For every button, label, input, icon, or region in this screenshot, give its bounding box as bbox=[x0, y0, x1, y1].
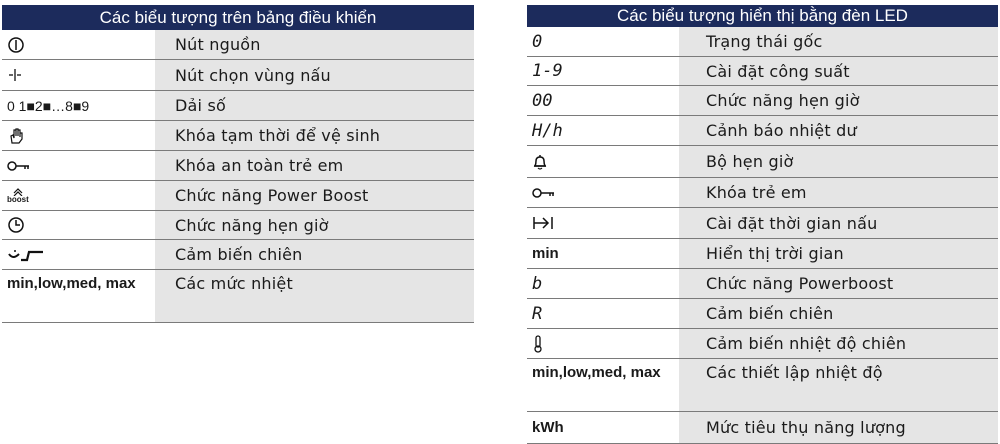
cooking-time-icon bbox=[532, 215, 556, 231]
symbol-cell: 0 bbox=[527, 27, 679, 56]
description-cell: Nút nguồn bbox=[155, 30, 474, 59]
boost-icon bbox=[7, 188, 29, 204]
symbol-cell bbox=[2, 240, 155, 269]
led-display-symbols-table bbox=[527, 5, 998, 444]
description-cell: Mức tiêu thụ năng lượng bbox=[679, 412, 998, 443]
description-cell: Trạng thái gốc bbox=[679, 27, 998, 56]
table-row bbox=[527, 116, 998, 146]
description-cell: Chức năng hẹn giờ bbox=[155, 211, 474, 239]
symbol-cell bbox=[2, 151, 155, 180]
symbol-cell bbox=[2, 181, 155, 210]
description-cell: Các mức nhiệt bbox=[155, 270, 474, 322]
symbol-cell bbox=[2, 121, 155, 150]
table-row bbox=[527, 86, 998, 116]
table-row bbox=[2, 211, 474, 240]
table-row bbox=[2, 270, 474, 323]
clock-icon bbox=[7, 216, 25, 234]
hand-lock-icon bbox=[7, 127, 25, 145]
description-cell: Chức năng Powerboost bbox=[679, 269, 998, 298]
description-cell: Chức năng Power Boost bbox=[155, 181, 474, 210]
table-row bbox=[527, 412, 998, 444]
description-cell: Cài đặt thời gian nấu bbox=[679, 208, 998, 238]
thermometer-icon bbox=[532, 335, 544, 353]
symbol-cell: H/h bbox=[527, 116, 679, 145]
description-cell: Khóa tạm thời để vệ sinh bbox=[155, 121, 474, 150]
table-row bbox=[2, 91, 474, 121]
description-cell: Hiển thị trời gian bbox=[679, 239, 998, 268]
symbol-cell bbox=[527, 146, 679, 177]
description-cell: Cảm biến nhiệt độ chiên bbox=[679, 329, 998, 358]
table-row bbox=[527, 178, 998, 208]
symbol-cell: min,low,med, max bbox=[2, 270, 155, 322]
table-row bbox=[2, 121, 474, 151]
description-cell: Các thiết lập nhiệt độ bbox=[679, 359, 998, 411]
symbol-cell bbox=[2, 60, 155, 90]
table-row bbox=[527, 299, 998, 329]
symbol-cell bbox=[527, 329, 679, 358]
description-cell: Cảnh báo nhiệt dư bbox=[679, 116, 998, 145]
symbol-cell: kWh bbox=[527, 412, 679, 443]
table-row bbox=[2, 30, 474, 60]
symbol-cell: min,low,med, max bbox=[527, 359, 679, 411]
table-title: Các biểu tượng trên bảng điều khiển bbox=[2, 5, 474, 30]
table-row bbox=[2, 181, 474, 211]
key-icon bbox=[7, 160, 31, 172]
symbol-cell: 0 1■2■…8■9 bbox=[2, 91, 155, 120]
symbol-cell: R bbox=[527, 299, 679, 328]
description-cell: Cảm biến chiên bbox=[155, 240, 474, 269]
table-row bbox=[2, 151, 474, 181]
table-title: Các biểu tượng hiển thị bằng đèn LED bbox=[527, 5, 998, 27]
symbol-cell bbox=[527, 208, 679, 238]
description-cell: Khóa trẻ em bbox=[679, 178, 998, 207]
symbol-cell bbox=[2, 30, 155, 59]
bell-icon bbox=[532, 154, 548, 170]
table-row bbox=[2, 240, 474, 270]
boost-label: boost bbox=[7, 194, 29, 204]
table-row bbox=[527, 27, 998, 57]
symbol-cell: 00 bbox=[527, 86, 679, 115]
key-icon bbox=[532, 187, 556, 199]
description-cell: Bộ hẹn giờ bbox=[679, 146, 998, 177]
table-row bbox=[527, 146, 998, 178]
control-panel-symbols-table bbox=[2, 5, 474, 323]
power-icon bbox=[7, 36, 25, 54]
description-cell: Nút chọn vùng nấu bbox=[155, 60, 474, 90]
description-cell: Dải số bbox=[155, 91, 474, 120]
description-cell: Cảm biến chiên bbox=[679, 299, 998, 328]
table-row bbox=[527, 208, 998, 239]
symbol-cell: 1-9 bbox=[527, 57, 679, 85]
description-cell: Khóa an toàn trẻ em bbox=[155, 151, 474, 180]
symbol-cell bbox=[2, 211, 155, 239]
table-row bbox=[527, 329, 998, 359]
symbol-cell bbox=[527, 178, 679, 207]
symbol-cell: b bbox=[527, 269, 679, 298]
zone-select-icon bbox=[7, 67, 23, 83]
frying-sensor-icon bbox=[7, 248, 47, 262]
table-row bbox=[527, 239, 998, 269]
table-row bbox=[527, 269, 998, 299]
description-cell: Chức năng hẹn giờ bbox=[679, 86, 998, 115]
table-row bbox=[2, 60, 474, 91]
symbol-cell: min bbox=[527, 239, 679, 268]
table-row bbox=[527, 359, 998, 412]
table-row bbox=[527, 57, 998, 86]
description-cell: Cài đặt công suất bbox=[679, 57, 998, 85]
